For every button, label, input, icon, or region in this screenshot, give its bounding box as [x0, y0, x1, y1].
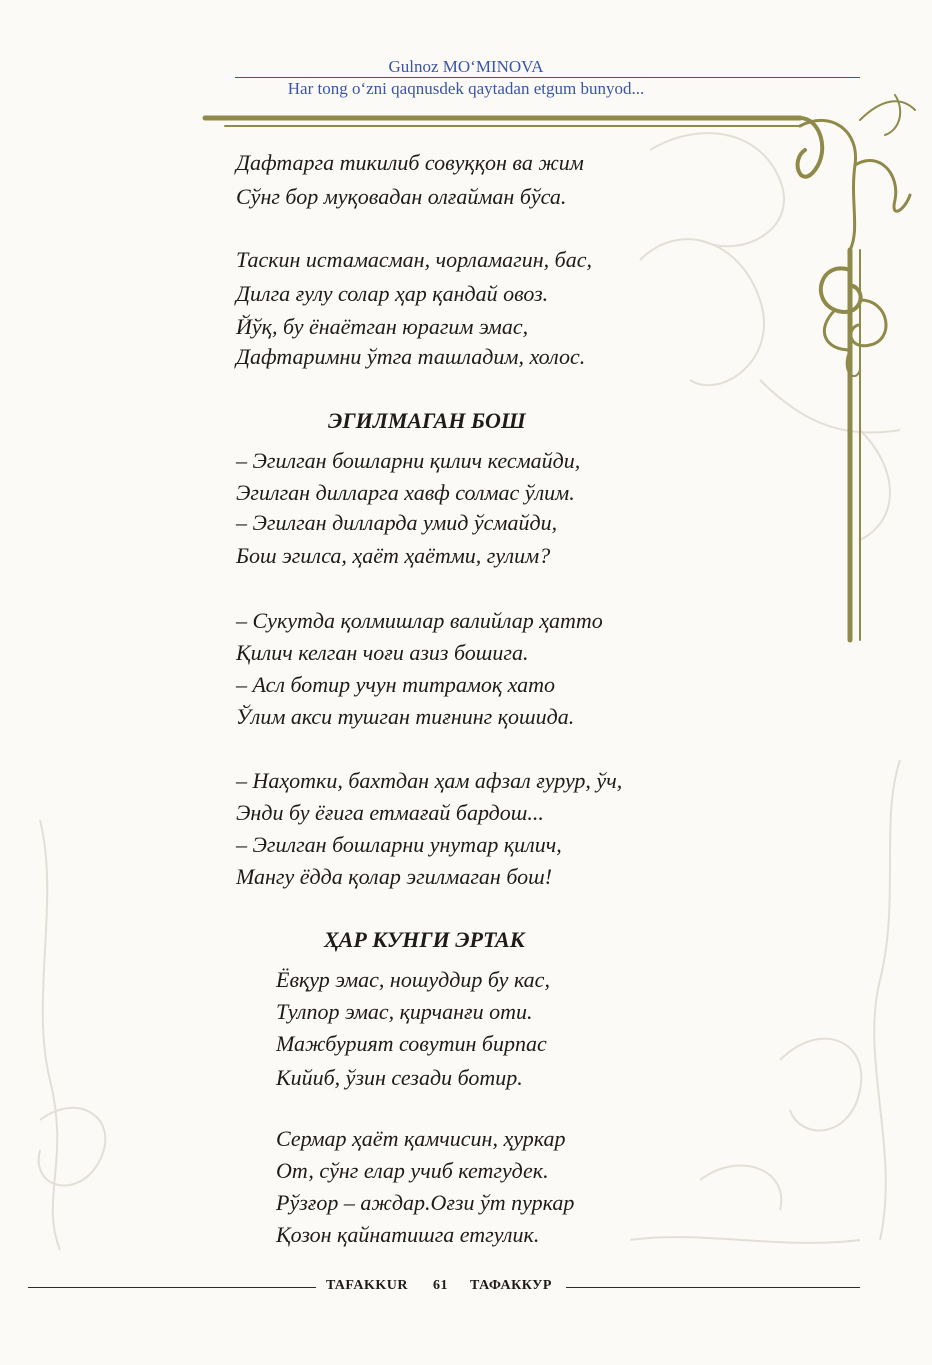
poem-title: ЭГИЛМАГАН БОШ — [328, 408, 526, 433]
poem-line: Қилич келган чоғи азиз бошига. — [236, 640, 529, 665]
poem-line: Сўнг бор муқовадан олғайман бўса. — [236, 184, 567, 209]
poem-line: Кийиб, ўзин сезади ботир. — [276, 1065, 523, 1090]
poem-line: Қозон қайнатишга етгулик. — [276, 1222, 540, 1247]
running-header-tagline: Har tong oʻzni qaqnusdek qaytadan etgum bunyod... — [287, 79, 645, 98]
footer-rule-left — [28, 1287, 316, 1288]
poem-line: – Сукутда қолмишлар валийлар ҳатто — [236, 608, 603, 633]
poem-line: – Асл ботир учун титрамоқ хато — [236, 672, 556, 697]
footer-journal-latin: TAFAKKUR — [326, 1278, 409, 1293]
poem-line: Бош эгилса, ҳаёт ҳаётми, гулим? — [236, 543, 551, 568]
poem-line: Ёвқур эмас, ношуддир бу кас, — [276, 967, 550, 992]
poem-line: Мажбурият совутин бирпас — [276, 1031, 547, 1056]
poem-line: Ўлим акси тушган тиғнинг қошида. — [236, 704, 575, 729]
poem-title: ҲАР КУНГИ ЭРТАК — [324, 927, 525, 952]
poem-line: Дафтарга тикилиб совуққон ва жим — [236, 150, 584, 175]
poem-line: Рўзғор – аждар.Оғзи ўт пуркар — [276, 1190, 575, 1215]
poem-line: Таскин истамасман, чорламагин, бас, — [236, 247, 592, 272]
page-number: 61 — [433, 1278, 448, 1293]
poem-line: Эгилган дилларга хавф солмас ўлим. — [236, 480, 575, 505]
poem-line: Дилга ғулу солар ҳар қандай овоз. — [236, 281, 549, 306]
poem-line: Сермар ҳаёт қамчисин, ҳуркар — [276, 1126, 566, 1151]
poem-line: – Эгилган дилларда умид ўсмайди, — [236, 510, 558, 535]
footer-rule-right — [566, 1287, 860, 1288]
poem-line: Йўқ, бу ёнаётган юрагим эмас, — [236, 314, 529, 339]
poem-line: – Эгилган бошларни қилич кесмайди, — [236, 448, 581, 473]
poem-line: Тулпор эмас, қирчанғи оти. — [276, 999, 533, 1024]
poem-line: Мангу ёдда қолар эгилмаган бош! — [236, 864, 553, 889]
poem-line: – Наҳотки, бахтдан ҳам афзал ғурур, ўч, — [236, 768, 623, 793]
poem-line: – Эгилган бошларни унутар қилич, — [236, 832, 562, 857]
poem-line: Дафтаримни ўтга ташладим, холос. — [236, 344, 586, 369]
footer-journal-cyrillic: ТАФАККУР — [470, 1278, 552, 1293]
poem-line: От, сўнг елар учиб кетгудек. — [276, 1158, 549, 1183]
running-header-author: Gulnoz MOʻMINOVA — [388, 57, 544, 76]
poem-line: Энди бу ёғига етмағай бардош... — [236, 800, 544, 825]
